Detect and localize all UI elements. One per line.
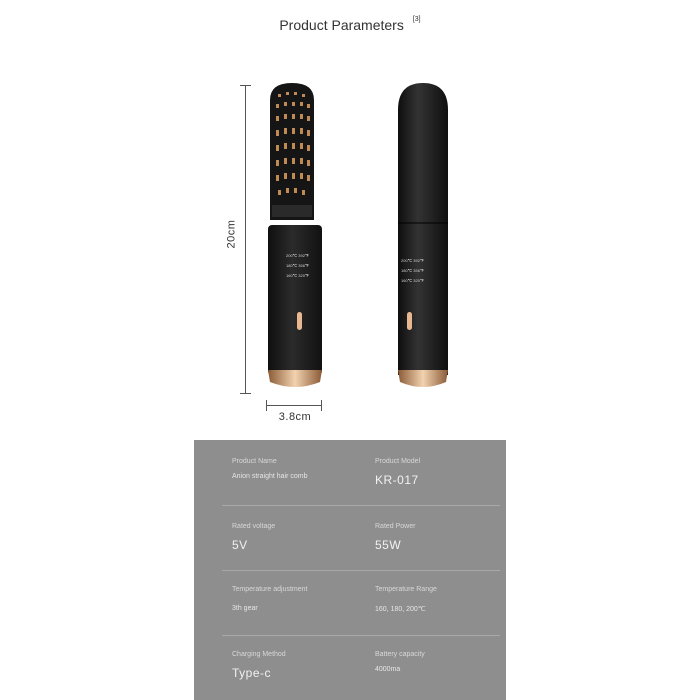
spec-value: 4000ma [375, 666, 401, 673]
title-text: Product Parameters [279, 17, 404, 33]
power-button-icon [297, 312, 302, 330]
spec-value: Anion straight hair comb [232, 473, 308, 480]
hair-comb-closed-image [393, 80, 453, 395]
spec-temp-adjustment [232, 586, 307, 612]
width-right-tick [321, 400, 322, 411]
spec-value: 3th gear [232, 605, 258, 612]
spec-label: Battery capacity [375, 651, 425, 658]
spec-label: Rated Power [375, 523, 416, 530]
divider [222, 635, 500, 636]
spec-temp-range [375, 586, 437, 613]
rose-gold-ring [268, 370, 322, 387]
spec-value: 160, 180, 200℃ [375, 606, 426, 613]
spec-battery-capacity [375, 651, 425, 673]
hair-comb-open-image [262, 80, 328, 395]
device-temp-label-1: 200℃ 392℉ [286, 253, 309, 258]
device-temp-label-1-closed: 200℃ 392℉ [401, 258, 424, 263]
height-label: 20cm [225, 219, 238, 249]
width-left-tick [266, 400, 267, 411]
device-temp-label-2-closed: 180℃ 356℉ [401, 268, 424, 273]
spec-value: 55W [375, 538, 402, 552]
spec-value: KR-017 [375, 473, 419, 487]
height-dimension-line [245, 85, 246, 393]
width-dimension-line [266, 405, 322, 406]
spec-label: Product Model [375, 458, 421, 465]
page-title [0, 17, 700, 33]
divider [222, 505, 500, 506]
spec-value: 5V [232, 538, 248, 552]
spec-value: Type-c [232, 666, 272, 680]
title-badge: [3] [412, 16, 421, 24]
height-bottom-tick [240, 393, 251, 394]
spec-label: Temperature adjustment [232, 586, 308, 593]
divider [222, 570, 500, 571]
spec-label: Charging Method [232, 651, 286, 658]
device-temp-label-3-closed: 160℃ 320℉ [401, 278, 424, 283]
spec-rated-power [375, 523, 415, 552]
spec-label: Product Name [232, 458, 277, 465]
power-button-icon [407, 312, 412, 330]
width-label: 3.8cm [278, 411, 312, 423]
spec-rated-voltage [232, 523, 275, 552]
spec-product-name [232, 458, 307, 480]
height-top-tick [240, 85, 251, 86]
spec-panel [194, 440, 506, 700]
spec-product-model [375, 458, 420, 487]
spec-label: Temperature Range [375, 586, 437, 593]
device-temp-label-2: 180℃ 356℉ [286, 263, 309, 268]
spec-charging-method [232, 651, 286, 680]
rose-gold-ring [398, 370, 448, 387]
spec-label: Rated voltage [232, 523, 276, 530]
device-temp-label-3: 160℃ 320℉ [286, 273, 309, 278]
